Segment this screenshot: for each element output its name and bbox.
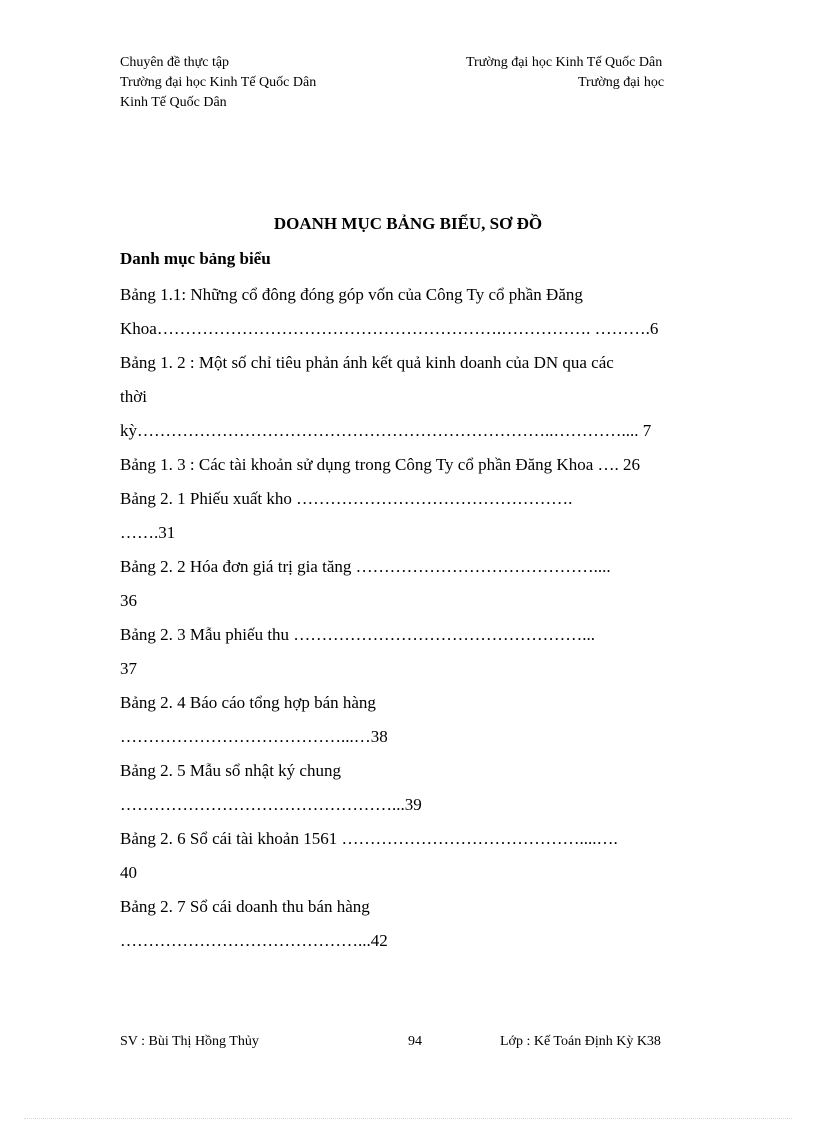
toc-line: …….31 <box>120 523 176 542</box>
toc-line: Bảng 2. 1 Phiếu xuất kho …………………………………………. <box>120 489 573 508</box>
page-bottom-border <box>24 1118 792 1119</box>
toc-line: Bảng 1. 2 : Một số chỉ tiêu phản ánh kết quả kinh doanh của DN qua các <box>120 353 614 372</box>
toc-line: Bảng 2. 4 Báo cáo tổng hợp bán hàng <box>120 693 376 712</box>
table-of-contents <box>120 278 696 958</box>
toc-line: Bảng 2. 3 Mẫu phiếu thu ……………………………………………... <box>120 625 596 644</box>
footer-class: Lớp : Kế Toán Định Kỳ K38 <box>500 1034 661 1049</box>
toc-line: Bảng 1. 3 : Các tài khoản sử dụng trong Công Ty cổ phần Đăng Khoa …. 26 <box>120 455 641 474</box>
section-heading: Danh mục bảng biểu <box>120 249 271 268</box>
toc-line: Bảng 2. 7 Sổ cái doanh thu bán hàng <box>120 897 370 916</box>
toc-line: 36 <box>120 591 137 610</box>
toc-line: Bảng 2. 5 Mẫu sổ nhật ký chung <box>120 761 341 780</box>
header-right-1: Trường đại học Kinh Tế Quốc Dân <box>466 55 663 70</box>
toc-line: Bảng 1.1: Những cổ đông đóng góp vốn của Công Ty cổ phần Đăng <box>120 285 583 304</box>
toc-line: Bảng 2. 6 Sổ cái tài khoản 1561 ……………………………………....…. <box>120 829 618 848</box>
document-title: DOANH MỤC BẢNG BIỂU, SƠ ĐỒ <box>273 214 543 233</box>
footer-page-number: 94 <box>408 1034 422 1049</box>
header-right-2: Trường đại học <box>578 75 665 90</box>
toc-line: thời <box>120 387 147 406</box>
toc-line: Bảng 2. 2 Hóa đơn giá trị gia tăng …………………………………….... <box>120 557 611 576</box>
footer-student: SV : Bùi Thị Hồng Thủy <box>120 1034 259 1049</box>
toc-line: 37 <box>120 659 137 678</box>
toc-line: …………………………………………...39 <box>120 795 422 814</box>
header-left-3: Kinh Tế Quốc Dân <box>120 95 227 110</box>
toc-line: …………………………………...…38 <box>120 727 388 746</box>
toc-line: Khoa…………………………………………………….……………. ……….6 <box>120 319 659 338</box>
toc-line: kỳ………………………………………………………………..………….... 7 <box>120 421 652 440</box>
header-left-1: Chuyên đề thực tập <box>120 55 230 70</box>
header-left-2: Trường đại học Kinh Tế Quốc Dân <box>120 75 317 90</box>
toc-line: ……………………………………...42 <box>120 931 388 950</box>
toc-line: 40 <box>120 863 137 882</box>
